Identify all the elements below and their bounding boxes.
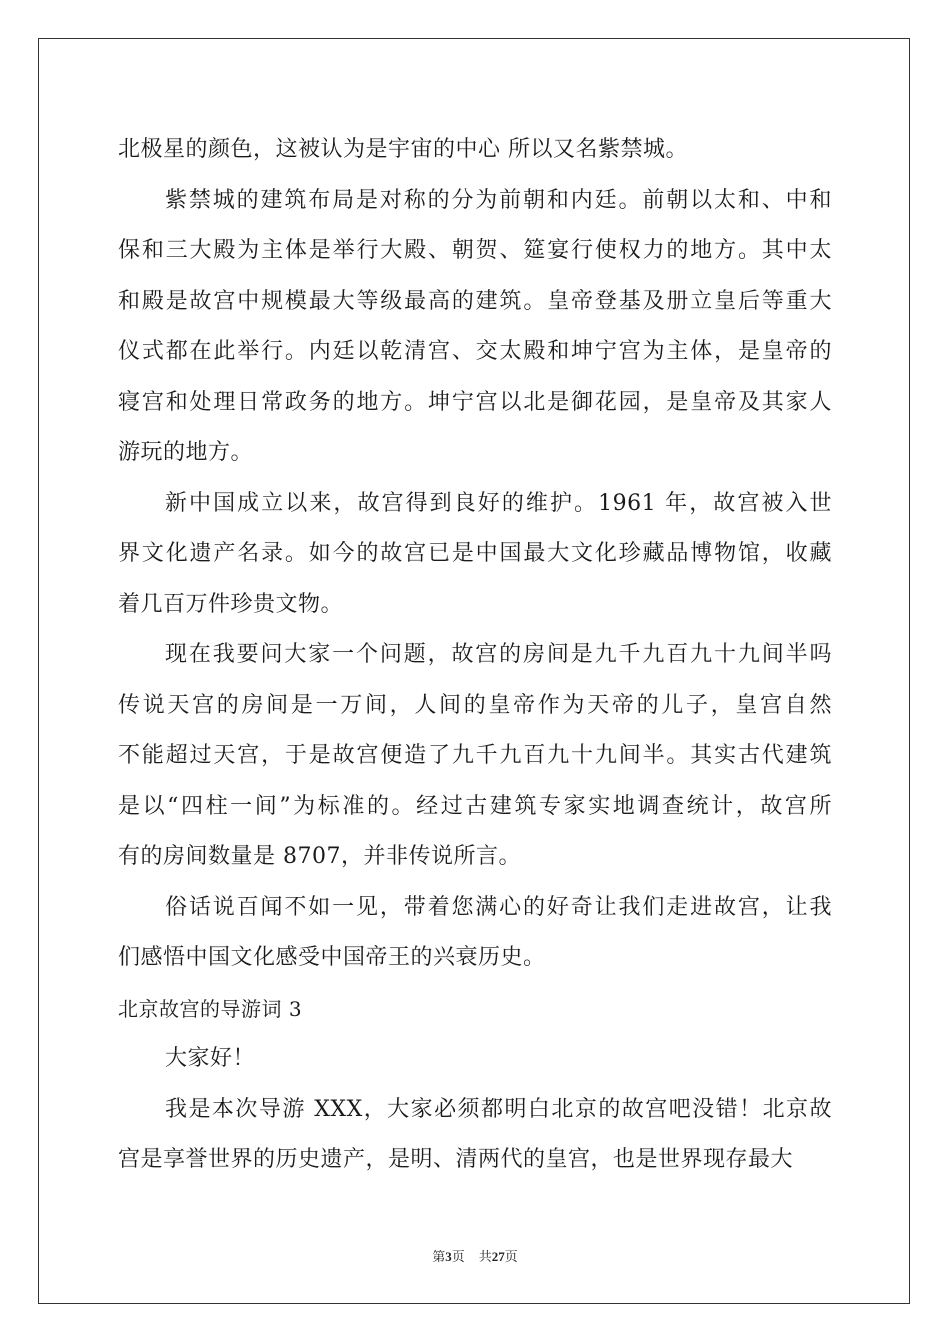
text-line: 寝宫和处理日常政务的地方。坤宁宫以北是御花园，是皇帝及其家人 (118, 389, 832, 415)
paragraph (118, 479, 832, 631)
paragraph (118, 1085, 832, 1186)
page-footer (0, 1246, 950, 1265)
footer-page-unit: 页 (451, 1249, 465, 1264)
text-line: 着几百万件珍贵文物。 (118, 591, 344, 617)
paragraph (118, 1034, 832, 1085)
text-line: 们感悟中国文化感受中国帝王的兴衰历史。 (118, 945, 546, 970)
text-line: 有的房间数量是 8707，并非传说所言。 (118, 844, 521, 869)
text-line: 北极星的颜色，这被认为是宇宙的中心 所以又名紫禁城。 (118, 137, 688, 162)
text-line: 传说天宫的房间是一万间，人间的皇帝作为天帝的儿子，皇宫自然 (118, 692, 832, 718)
section-text-block (118, 1034, 832, 1186)
text-line: 现在我要问大家一个问题，故宫的房间是九千九百九十九间半吗 (165, 642, 832, 667)
text-line: 和殿是故宫中规模最大等级最高的建筑。皇帝登基及册立皇后等重大 (118, 288, 832, 314)
text-line: 界文化遗产名录。如今的故宫已是中国最大文化珍藏品博物馆，收藏 (118, 541, 832, 566)
text-line: 俗话说百闻不如一见，带着您满心的好奇让我们走进故宫，让我 (165, 894, 832, 920)
footer-total-unit: 页 (504, 1249, 518, 1264)
text-line: 是以“四柱一间”为标准的。经过古建筑专家实地调查统计，故宫所 (118, 793, 832, 819)
section-heading: 北京故宫的导游词 3 (118, 996, 303, 1021)
text-line: 我是本次导游 XXX，大家必须都明白北京的故宫吧没错！北京故 (165, 1096, 832, 1122)
footer-current-page: 3 (445, 1249, 452, 1264)
main-text-block (118, 125, 832, 984)
text-line: 保和三大殿为主体是举行大殿、朝贺、筵宴行使权力的地方。其中太 (118, 238, 832, 263)
footer-prefix: 第 (432, 1249, 446, 1264)
footer-total-pages: 27 (491, 1249, 505, 1264)
footer-total-prefix: 共 (478, 1249, 492, 1264)
text-line: 宫是享誉世界的历史遗产，是明、清两代的皇宫，也是世界现存最大 (118, 1147, 794, 1172)
paragraph (118, 630, 832, 883)
text-line: 紫禁城的建筑布局是对称的分为前朝和内廷。前朝以太和、中和 (165, 187, 832, 213)
paragraph (118, 176, 832, 479)
text-line: 仪式都在此举行。内廷以乾清宫、交太殿和坤宁宫为主体，是皇帝的 (118, 339, 832, 364)
paragraph (118, 125, 832, 176)
document-body (118, 125, 832, 1186)
paragraph (118, 883, 832, 984)
text-line: 游玩的地方。 (118, 440, 254, 465)
text-line: 新中国成立以来，故宫得到良好的维护。1961 年，故宫被入世 (165, 490, 832, 516)
text-line: 不能超过天宫，于是故宫便造了九千九百九十九间半。其实古代建筑 (118, 743, 832, 768)
text-line: 大家好！ (165, 1046, 256, 1071)
